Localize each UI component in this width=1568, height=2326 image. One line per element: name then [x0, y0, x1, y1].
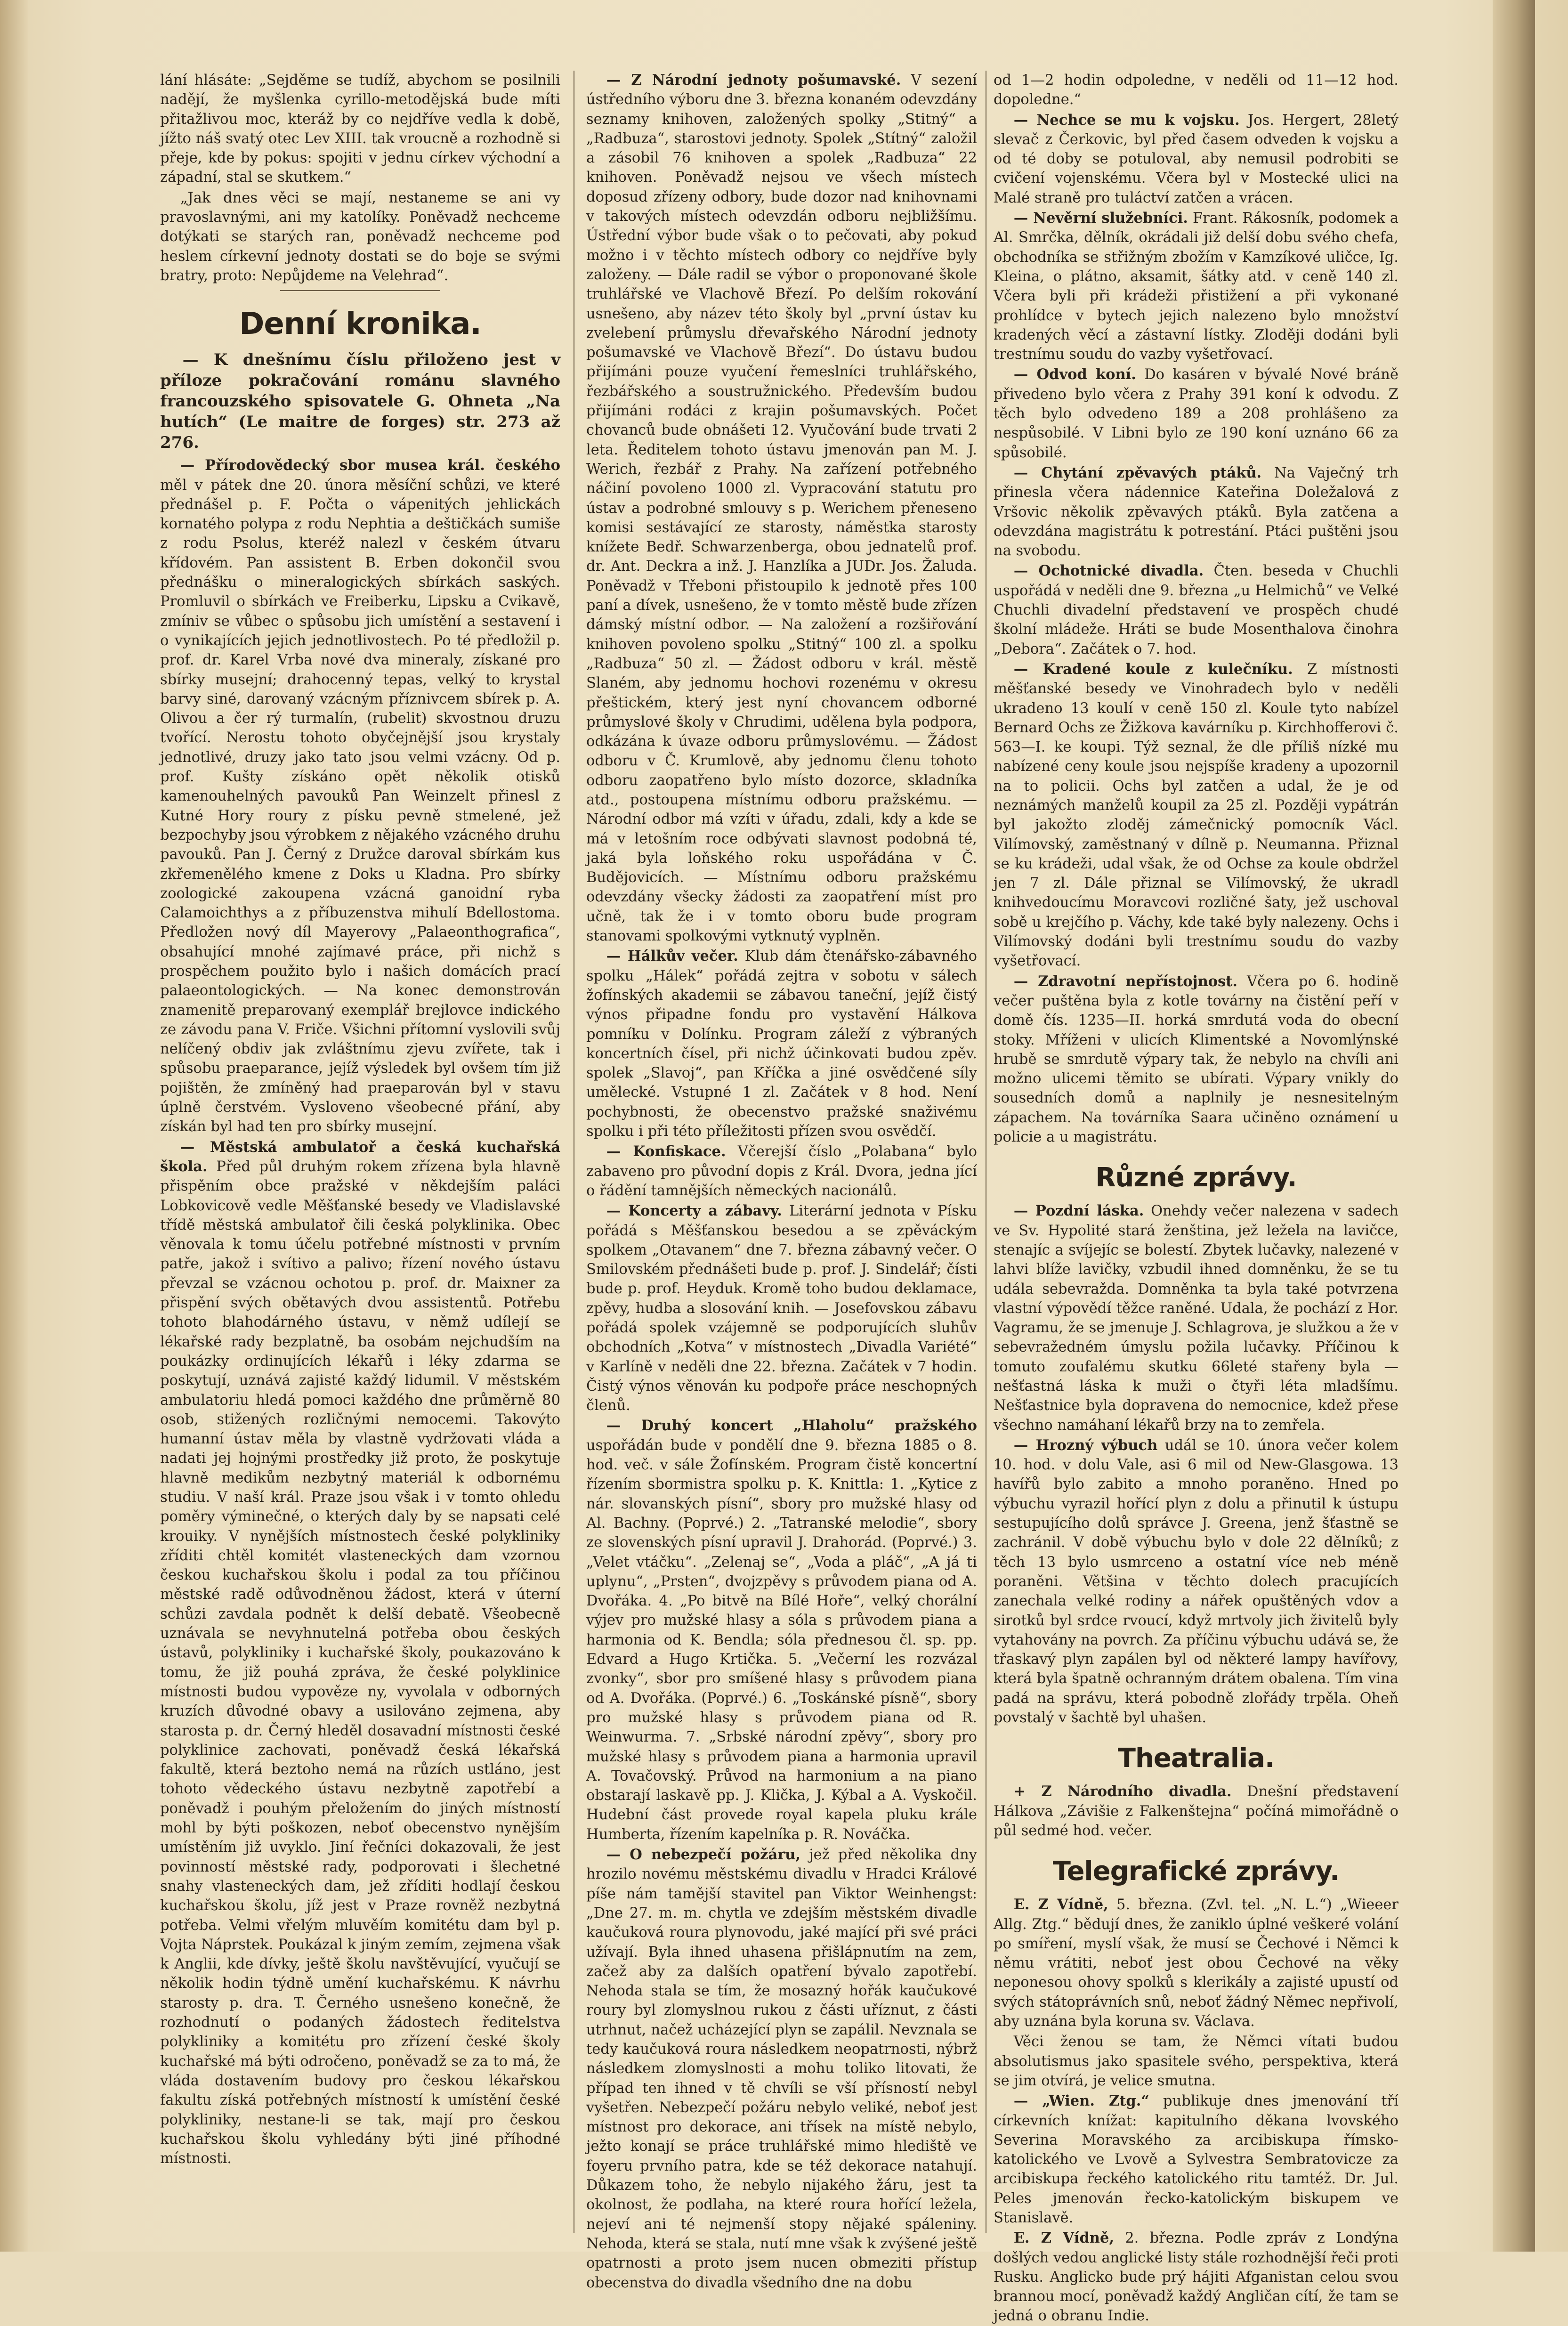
article-vybuch — [994, 1436, 1398, 1727]
article-body: Onehdy večer nalezena v sadech ve Sv. Hypolité stará ženština, jež ležela na lavičce, stenajíc a svíjejíc se bolestí. Zbytek lučavky, nalezené v lahvi blíže lavičky, vzbudil ihned domněnku, že se tu udála sebevražda. Domněnka ta byla také potvrzena vlastní výpovědí těžce raněné. Udala, že pochází z Hor. Vagramu, že se jmenuje J. Schlagrova, je služkou a že v sebevražedném úmyslu požila lučavky. Příčinou k tomuto zoufalému skutku 66leté stařeny byla — nešťastná láska k muži o čtyři léta mladšímu. Nešťastnice byla dopravena do nemocnice, kdež přese všechno namáhaní lékařů brzy na to zemřela. — [994, 1203, 1398, 1434]
article-halek — [586, 947, 977, 1141]
section-title-ruzne-zpravy: Různé zprávy. — [1095, 1162, 1297, 1193]
section-title-denni-kronika: Denní kronika. — [239, 307, 481, 342]
telegram-2: Věci ženou se tam, že Němci vítati budou absolutismus jako spasitele svého, perspektiva, která se jim otvírá, je velice smutna. — [994, 2034, 1398, 2089]
article-body: Z místnosti měšťanské besedy ve Vinohradech bylo v neděli ukradeno 13 koulí v ceně 150 zl. Koule tyto nabízel Bernard Ochs ze Žižkova kavárníku p. Kirchhofferovi č. 563—I. ke koupi. Týž seznal, že dle příliš nízké mu nabízené ceny koule jsou nejspíše kradeny a upozornil na to policii. Ochs byl zatčen a udal, že je od neznámých manželů koupil za 25 zl. Později vypátrán byl jakožto zloděj zámečnický pomocník Václ. Vilímovský, zaměstnaný v dílně p. Neumanna. Přiznal se ku krádeži, udal však, že od Ochse za koule obdržel jen 7 zl. Dále přiznal se Vilímovský, že ukradl knihvedoucímu Moravcovi rozličné šaty, jež uschoval sobě u krejčího p. Váchy, kde také byly nalezeny. Ochs i Vilímovský dodáni byli trestnímu soudu do vazby vyšetřovací. — [994, 661, 1398, 970]
article-heading: — Městská ambulatoř a česká kuchařská škola. — [160, 1138, 560, 1175]
article-pozar — [586, 1845, 977, 2293]
article-heading: — Ochotnické divadla. — [1013, 562, 1204, 580]
article-body: Frant. Rákosník, podomek a Al. Smrčka, dělník, okrádali již delší dobu svého chefa, obchodníka se střižným zbožím v Kamzíkové uličce, Ig. Kleina, o plátno, aksamit, šátky atd. v ceně 140 zl. Včera byli při krádeži přistižení a při vykonané prohlídce v bytech jejich nalezeno bylo množství kradených věcí a zástavní lístky. Zloději dodáni byli trestnímu soudu do vazby vyšetřovací. — [994, 210, 1399, 363]
telegram-4 — [994, 2229, 1398, 2326]
lead-notice: — K dnešnímu číslu přiloženo jest v příloze pokračování románu slavného francouzského spisovatele G. Ohneta „Na hutích“ (Le maitre de forges) str. 273 až 276. — [160, 350, 560, 453]
article-heading: — Pozdní láska. — [1013, 1202, 1144, 1220]
article-body: uspořádán bude v pondělí dne 9. března 1885 o 8. hod. več. v sále Žofínském. Program čistě koncertní řízením sbormistra spolku p. K. Knittla: 1. „Kytice z nár. slovanských písní“, sbory pro mužské hlasy od Al. Bachny. (Poprvé.) 2. „Tatranské melodie“, sbory ze slovenských písní upravil J. Drahorád. (Poprvé.) 3. „Velet vtáčku“. „Zelenaj se“, „Voda a pláč“, „A já ti uplynu“, „Prsten“, dvojzpěvy s průvodem piana od A. Dvořáka. 4. „Po bitvě na Bílé Hoře“, velký chorální výjev pro mužské hlasy a sóla s průvodem piana a harmonia od K. Bendla; sóla přednesou čl. sp. pp. Edvard a Hugo Krtička. 5. „Večerní les rozvázal zvonky“, sbor pro smíšené hlasy s průvodem piana od A. Dvořáka. (Poprvé.) 6. „Toskánské písně“, sbory pro mužské hlasy s průvodem piana od R. Weinwurma. 7. „Srbské národní zpěvy“, sbory pro mužské hlasy s průvodem piana a harmonia upravil A. Tovačovský. Průvod na harmonium a na piano obstarají laskavě pp. J. Klička, J. Kýbal a A. Vyskočil. Hudební část provede royal kapela pluku krále Humberta, řízením kapelníka p. R. Nováčka. — [586, 1437, 977, 1843]
article-heading: — Nechce se mu k vojsku. — [1013, 111, 1240, 129]
page-left-edge — [0, 0, 28, 2252]
article-narodni-divadlo — [994, 1782, 1398, 1840]
article-body: Čten. beseda v Chuchli uspořádá v neděli dne 9. března „u Helmichů“ ve Velké Chuchli divadelní představení ve prospěch chudé školní mládeže. Hráti se bude Mosenthalova činohra „Debora“. Začátek o 7. hod. — [994, 563, 1399, 657]
article-body: Před půl druhým rokem zřízena byla hlavně přispěním obce pražské v někdejším paláci Lobkovicově vedle Měšťanské besedy ve Vladislavské třídě městská ambulatoř čili česká polyklinika. Obec věnovala k tomu účelu potřebné místnosti v prvním patře, jakož i svítivo a palivo; řízení nového ústavu převzal se vzácnou ochotou p. prof. dr. Maixner za přispění svých obětavých dvou assistentů. Potřebu tohoto blahodárného ústavu, v němž udílejí se lékařské rady bezplatně, ba osobám nejchudším na poukázky ordinujících lékařů i léky zdarma se poskytují, uznává zajisté každý lidumil. V městském ambulatoriu hledá pomoci každého dne průměrně 80 osob, stižených rozličnými nemocemi. Takovýto humanní ústav měla by vlastně vydržovati vláda a nadati jej hojnými prostředky již proto, že poskytuje hlavně medikům nezbytný materiál k odbornému studiu. V naší král. Praze jsou však i v tomto ohledu poměry výminečné, o kterých daly by se napsati celé krouiky. V nynějších místnostech české polykliniky zříditi chtěl komitét vlasteneckých dam vzornou českou kuchařskou školu i podal za tou příčinou městské radě odůvodněnou žádost, která v úterní schůzi zavdala podnět k delší debatě. Všeobecně uznávala se nevyhnutelná potřeba obou českých ústavů, polykliniky i kuchařské školy, poukazováno k tomu, že již pouhá zpráva, že české polyklinice místnosti budou vypověze ny, vyvolala v odborných kruzích důvodné obavy a usilováno zejmena, aby starosta p. dr. Černý hleděl dosavadní místnosti české polyklinice zachovati, poněvadž česká lékařská fakultě, která beztoho nemá na růzích ustláno, jest tohoto vědeckého ústavu nezbytně zapotřebí a poněvadž i pouhým přeložením do jiných místností mohl by býti poškozen, neboť obecenstvo nynějším umístěním již uvyklo. Jiní řečníci dokazovali, že jest povinností městské rady, podporovati i šlechetné snahy vlasteneckých dam, jež zříditi hodlají českou kuchařskou školu, jíž jest v Praze rovněž nezbytná potřeba. Velmi vřelým mluvěím komitétu dam byl p. Vojta Náprstek. Poukázal k jiným zemím, zejmena však k Anglii, kde dívky, ještě školu navštěvující, vyučují se několik hodin týdně umění kuchařskému. K návrhu starosty p. dra. T. Černého usnešeno konečně, že rozhodnutí o podaných žádostech ředitelstva polykliniky a komitétu pro zřízení české školy kuchařské má býti odročeno, poněvadž se za to má, že vláda dostavením budovy pro českou lékařskou fakultu získá potřebných místností k umístění české polykliniky, nestane-li se tak, mají pro českou kuchařskou školu vyhledány býti jiné příhodné místnosti. — [160, 1158, 560, 2167]
article-heading: — Koncerty a zábavy. — [606, 1202, 782, 1220]
article-body: Jos. Hergert, 28letý slevač z Čerkovic, byl před časem odveden k vojsku a od té doby se potuloval, aby nemusil podrobiti se cvičení vojenskému. Včera byl v Mostecké ulici na Malé straně pro tuláctví zatčen a vrácen. — [994, 112, 1398, 206]
article-heading: — O nebezpečí požáru, — [606, 1846, 801, 1864]
article-heading: — Konfiskace. — [606, 1143, 726, 1160]
article-koule — [994, 660, 1398, 971]
article-body: Včerejší číslo „Polabana“ bylo zabaveno pro původní dopis z Král. Dvora, jedna jící o řádění tamnějších německých nacionálů. — [586, 1143, 978, 1199]
continued-paragraph: od 1—2 hodin odpoledne, v neděli od 11—12 hod. dopoledne.“ — [994, 72, 1398, 108]
article-ptaci — [994, 463, 1398, 560]
article-zdravotni — [994, 972, 1398, 1147]
article-heading: E. Z Vídně, — [1013, 2229, 1114, 2247]
article-body: V sezení ústředního výboru dne 3. března konaném odevzdány seznamy knihoven, založených spolky „Stitný“ a „Radbuza“, starostovi jednoty. Spolek „Stítný“ založil a zásobil 76 knihoven a spolek „Radbuza“ 22 knihoven. Poněvadž nejsou ve všech místech doposud zřízeny odbory, bude dozor nad knihovnami v takových místech odevzdán odboru nejbližšímu. Ústřední výbor bude však o to pečovati, aby pokud možno i v těchto místech odbory co nejdříve byly založeny. — Dále radil se výbor o proponované škole truhlářské ve Vlachově Březí. Po delším rokování usnešeno, aby název této školy byl „první ústav ku zvelebení průmyslu dřevařského Národní jednoty pošumavské ve Vlachově Březí“. Do ústavu budou přijímáni pouze vyučení řemeslníci truhlářského, řezbářského a soustružnického. Především budou přijímáni rodáci z krajin pošumavských. Počet chovanců bude obnášeti 12. Vyučování bude trvati 2 leta. Ředitelem tohoto ústavu jmenován pan M. J. Werich, řezbář z Prahy. Na zařízení potřebného náčiní povoleno 1000 zl. Vypracování statutu pro ústav a podrobné smlouvy s p. Werichem přeneseno komisi sestávající ze starosty, náměstka starosty knížete Bedř. Schwarzenberga, obou jednatelů prof. dr. Ant. Deckra a inž. J. Hanzlíka a JUDr. Jos. Žaluda. Poněvadž v Třeboni přistoupilo k jednotě přes 100 paní a dívek, usnešeno, že v tomto městě bude zřízen dámský místní odbor. — Na založení a rozšiřování knihoven povoleno spolku „Stitný“ 100 zl. a spolku „Radbuza“ 50 zl. — Žádost odboru v král. městě Slaném, aby jednomu hochovi rozenému v okresu přeštickém, který jest nyní chovancem odborné průmyslové školy v Chrudimi, udělena byla podpora, odkázána k úvaze odboru průmyslovému. — Žádost odboru v Č. Krumlově, aby jednomu členu tohoto odboru zaopatřeno bylo místo dozorce, skladníka atd., postoupena místnímu odboru pražskému. — Národní odbor má vzíti v úřadu, zdali, kdy a kde se má v letošním roce odbývati slavnost podobná té, jaká byla loňského roku uspořádána v Č. Budějovicích. — Místnímu odboru pražskému odevzdány všecky žádosti za zaopatření míst pro učně, tak že i v tomto oboru bude program stanovami spolkovými vytknutý vyplněn. — [586, 72, 977, 945]
article-heading: — Kradené koule z kulečníku. — [1013, 660, 1293, 678]
article-koncerty — [586, 1201, 977, 1415]
article-hlahol — [586, 1416, 977, 1844]
article-sluzebnici — [994, 209, 1398, 364]
article-konfiskace — [586, 1142, 977, 1200]
section-title-telegraficke-zpravy: Telegrafické zprávy. — [1052, 1856, 1340, 1887]
article-heading: — Chytání zpěvavých ptáků. — [1013, 464, 1262, 481]
paragraph: „Jak dnes věci se mají, nestaneme se ani vy pravoslavnými, ani my katolíky. Poněvadž nechceme dotýkati se starých ran, poněvadž nechceme pod heslem církevní jednoty dostati se do boje se svými bratry, proto: Nepůjdeme na Velehrad“. — [160, 189, 560, 284]
article-heading: — Hrozný výbuch — [1013, 1436, 1158, 1454]
article-body: jež před několika dny hrozilo novému městskému divadlu v Hradci Králové píše nám tamější stavitel pan Viktor Weinhengst: „Dne 27. m. m. chytla ve zdejším městském divadle kaučuková roura plynovodu, jaké mající při své práci užívají. Byla ihned uhasena přišlápnutím na zem, začež aby za dalších opatření bývalo zapotřebí. Nehoda stala se tím, že mosazný hořák kaučukové roury byl zlomyslnou rukou z části uříznut, z části utrhnut, načež ucházející plyn se zapálil. Nevznala se tedy kaučuková roura následkem neopatrnosti, nýbrž následkem zlomyslnosti a mohu toliko litovati, že případ ten ihned v tě chvíli se vší přísností nebyl vyšetřen. Nebezpečí požáru nebylo veliké, neboť jest místnost pro dekorace, ani třísek na místě nebylo, ježto konají se práce truhlářské mimo hlediště ve foyeru prvního patra, kde se též dekorace natahují. Důkazem toho, že nebylo nijakého žáru, jest ta okolnost, že podlaha, na které roura hořící ležela, nejeví ani té nejmenší stopy nějaké spáleniny. Nehoda, která se stala, nutí mne však k zvýšené ještě opatrnosti a proto jsem nucen obmeziti přístup obecenstva do divadla všedního dne na dobu — [586, 1847, 977, 2291]
column-2 — [586, 71, 978, 2291]
article-body: publikuje dnes jmenování tří církevních knížat: kapitulního děkana lvovského Severina Moravského za arcibiskupa římsko-katolického ve Lvově a Sylvestra Sembratovicze za arcibiskupa řeckého katolického ritu tamtéž. Dr. Jul. Peles jmenován řecko-katolickým biskupem ve Stanislavě. — [994, 2093, 1399, 2226]
article-body: Dnešní představení Hálkova „Závišie z Falkenštejna“ počíná mimořádně o půl sedmé hod. večer. — [994, 1783, 1398, 1839]
telegram-1 — [994, 1895, 1398, 2031]
article-heading: — Odvod koní. — [1013, 366, 1136, 383]
continued-paragraph: lání hlásáte: „Sejděme se tudíž, abychom se posilnili nadějí, že myšlenka cyrillo-metodějská bude míti přitažlivou moc, kteráž by co nejdříve vedla k době, jížto náš svatý otec Lev XIII. tak vroucně a rozhodně si přeje, kde by pokus: spojiti v jednu církev východní a západní, stal se skutkem.“ — [160, 72, 560, 186]
article-heading: — Hálkův večer. — [606, 948, 738, 965]
article-body: 2. března. Podle zpráv z Londýna došlých vedou anglické listy stále rozhodnější řeči proti Rusku. Anglicko bude prý hájiti Afganistan celou svou brannou mocí, poněvadž každý Angličan cítí, že tam se jedná o obranu Indie. — [994, 2230, 1398, 2325]
article-jednota — [586, 71, 977, 946]
article-heading: — „Wien. Ztg.“ — [1013, 2092, 1149, 2110]
column-3 — [994, 71, 1399, 2325]
article-heading: — Druhý koncert „Hlaholu“ pražského — [606, 1417, 977, 1435]
article-body: 5. března. (Zvl. tel. „N. L.“) „Wieeer Allg. Ztg.“ bědují dnes, že zaniklo úplné veškeré volání po smíření, myslí však, že musí se Čechové i Němci k němu vrátiti, neboť jest obou Čechové na věky neponesou ohovy spolků s klerikály a zajisté upustí od svých státoprávních snů, neboť žádný Němec nepřivolí, aby uznána byla koruna sv. Václava. — [994, 1896, 1398, 2030]
article-body: měl v pátek dne 20. února měsíční schůzi, ve které přednášel p. F. Počta o vápenitých jehlickách kornatého polypa z rodu Nephtia a deštičkách sumiše z rodu Psolus, kteréž nalezl v českém útvaru křídovém. Pan assistent B. Erben dokončil svou přednášku o mineralogických sbírkách saských. Promluvil o sbírkách ve Freiberku, Lipsku a Cvikavě, zmíniv se vůbec o spůsobu jich umístění a sestavení i o vynikajících jejich jednotlivostech. Po té předložil p. prof. dr. Karel Vrba nové dva mineraly, získané pro sbírky musejní; drahocenný tepas, velký to krystal barvy siné, darovaný vzácným příznivcem sbírek p. A. Olivou a čer rý turmalín, (rubelit) skvostnou druzu tvořící. Nerostu tohoto obyčejnější jsou krystaly jednotlivé, druzy jako tato jsou velmi vzácny. Od p. prof. Kušty získáno opět několik otisků kamenouhelných pavouků Pan Weinzelt přinesl z Kutné Hory roury z písku pevně stmelené, jež bezpochyby jsou výrobkem z nějakého vzácného druhu pavouků. Pan J. Černý z Družce daroval sbírkám kus zkřemenělého kmene z Doks u Kladna. Pro sbírky zoologické zakoupena vzácná ganoidní ryba Calamoichthys a z příbuzenstva mihulí Bdellostoma. Předložen nový díl Mayerovy „Palaeonthografica“, obsahující mnohé zajímavé práce, při nichž s prospěchem použito bylo i našich domácích prací palaeontologických. — Na konec demonstrován znamenitě preparovaný exemplář brejlovce indického ze závodu pana V. Friče. Všichni přítomní vyslovili svůj nelíčený obdiv jak zvláštnímu zjevu zvířete, tak i spůsobu praeparance, jejíž výsledek byl ovšem tím již pojištěn, že zmíněný had praeparován byl v stavu úplně čerstvém. Vysloveno všeobecné přání, aby získán byl had ten pro sbírky musejní. — [160, 477, 560, 1135]
article-heading: + Z Národního divadla. — [1013, 1783, 1232, 1800]
article-body: udál se 10. února večer kolem 10. hod. v dolu Vale, asi 6 mil od New-Glasgowa. 13 havířů bylo zabito a mnoho poraněno. Hned po výbuchu vyrazil hořící plyn z dolu a přinutil k ústupu sestupujícího dolů správce J. Greena, jenž šťastně se zachránil. V době výbuchu bylo v dole 22 dělníků; z těch 13 bylo usmrceno a ostatní více neb méně poraněni. Většina v těchto dolech pracujících zanechala velké rodiny a nářek opuštěných vdov a sirotků byl srdce rvoucí, když mrtvoly jich živitelů byly vytahovány na povrch. Za příčinu výbuchu udává se, že třaskavý plyn zapálen byl od některé lampy havířovy, která byla špatně ochranným drátem obalena. Tím vina padá na správu, která pobodně zlořády trpěla. Oheň povstalý v šachtě byl uhašen. — [994, 1437, 1398, 1726]
article-museum — [160, 456, 560, 1136]
article-divadla — [994, 561, 1398, 658]
telegram-3 — [994, 2091, 1398, 2228]
article-ambulatory — [160, 1138, 560, 2169]
article-heading: — Z Národní jednoty pošumavské. — [606, 72, 901, 89]
article-body: Do kasáren v bývalé Nové bráně přivedeno bylo včera z Prahy 391 koní k odvodu. Z těch bylo odvedeno 189 a 208 prohlášeno za nespůsobilé. V Libni bylo ze 190 koní uznáno 66 za spůsobilé. — [994, 366, 1398, 461]
article-odvod-koni — [994, 365, 1398, 462]
article-heading: — Zdravotní nepřístojnost. — [1013, 973, 1238, 990]
article-heading: E. Z Vídně, — [1013, 1896, 1108, 1913]
article-laska — [994, 1201, 1398, 1435]
section-title-theatralia: Theatralia. — [1117, 1743, 1275, 1774]
article-body: Literární jednota v Písku pořádá s Měšťanskou besedou a se zpěváckým spolkem „Otavanem“ dne 7. března zábavný večer. O Smilovském přednášeti bude p. prof. J. Sindelář; čísti bude p. prof. Heyduk. Kromě toho budou deklamace, zpěvy, hudba a slosování knih. — Josefovskou zábavu pořádá spolek vzájemně se podporujících sluhův obchodních „Kotva“ v místnostech „Divadla Variété“ v Karlíně v neděli dne 22. března. Začátek v 7 hodin. Čistý výnos věnován ku podpoře práce neschopných členů. — [586, 1203, 977, 1414]
page-binding-edge — [1493, 0, 1535, 2252]
article-heading: — Nevěrní služebníci. — [1013, 210, 1188, 227]
article-body: Klub dám čtenářsko-zábavného spolku „Hálek“ pořádá zejtra v sobotu v sálech žofínských akademii se zábavou taneční, jejíž čistý výnos připadne fondu pro vystavění Hálkova pomníku v Dolínku. Program záleží z výbraných koncertních čísel, při nichž účinkovati budou zpěv. spolek „Slavoj“, pan Kříčka a jiné osvědčené síly umělecké. Vstupné 1 zl. Začátek v 8 hod. Není pochybnosti, že obecenstvo pražské snaživému spolku i při této příležitosti přízen svou osvědčí. — [586, 948, 977, 1140]
column-1 — [160, 71, 560, 2233]
article-body: Včera po 6. hodině večer puštěna byla z kotle továrny na čistění peří v domě čís. 1235—II. horká smrdutá voda do obecní stoky. Mříženi v ulicích Klimentské a Novomlýnské hrubě se smrdutě výpary tak, že nebylo na chvíli ani možno ulicemi těmito se ubírati. Výpary vnikly do sousedních domů a naplnily je nesnesitelným zápachem. Na továrníka Saara učiněno oznámení u policie a u magistrátu. — [994, 973, 1398, 1146]
article-heading: — Přírodovědecký sbor musea král. českého — [180, 457, 560, 474]
article-vojsko — [994, 111, 1398, 208]
separator — [280, 290, 440, 291]
article-body: Na Vaječný trh přinesla včera nádennice Kateřina Doležalová z Vršovic několik zpěvavých ptáků. Byla zatčena a odevzdána magistrátu k potrestání. Ptáci puštěni jsou na svobodu. — [994, 464, 1398, 559]
